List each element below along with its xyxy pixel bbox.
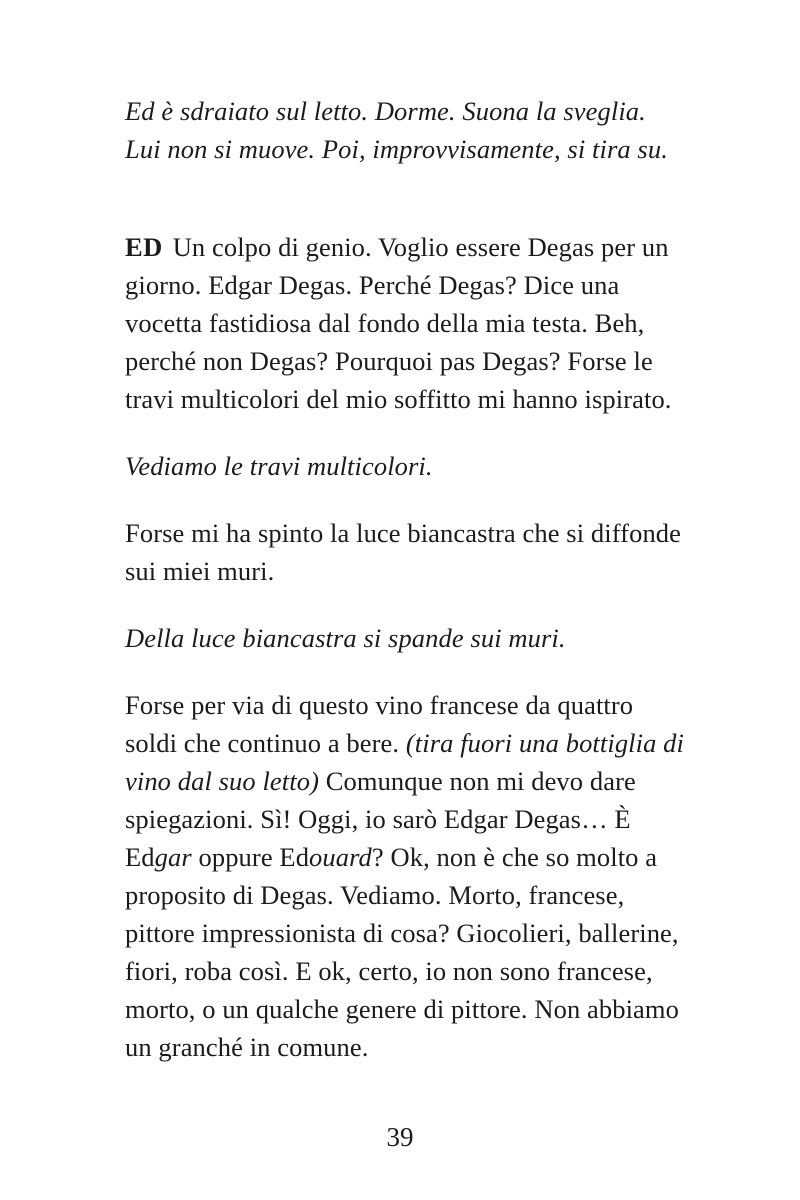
stage-direction <box>125 92 685 168</box>
text-segment: ? Ok, non è che so molto a proposito di Degas. Vediamo. Morto, francese, pittore impressionista di cosa? Giocolieri, ballerine, fiori, roba così. E ok, certo, io non sono francese, morto, o un qualche genere di pittore. Non abbiamo un granché in comune. <box>125 842 679 1062</box>
page-number: 39 <box>386 1122 414 1152</box>
text-segment: ouard <box>309 842 372 872</box>
dialogue <box>125 686 685 1066</box>
text-segment: Della luce biancastra si spande sui muri. <box>125 623 566 653</box>
stage-direction <box>125 447 685 485</box>
text-segment: ED <box>125 232 163 262</box>
page-body <box>125 92 685 1095</box>
text-segment: Ed è sdraiato sul letto. Dorme. Suona la sveglia. Lui non si muove. Poi, improvvisamente, si tira su. <box>125 96 668 164</box>
text-segment: Comunque non mi devo dare spiegazioni. Sì! Oggi, io sarò Edgar Degas… È Ed <box>125 766 636 872</box>
text-segment: Vediamo le travi multicolori. <box>125 451 433 481</box>
text-segment: gar <box>154 842 192 872</box>
text-segment: oppure Ed <box>191 842 310 872</box>
dialogue <box>125 228 685 418</box>
dialogue <box>125 514 685 590</box>
text-segment: Forse mi ha spinto la luce biancastra che si diffonde sui miei muri. <box>125 518 682 586</box>
text-segment: (tira fuori una bottiglia di vino dal suo letto) <box>125 728 684 796</box>
text-segment: Un colpo di genio. Voglio essere Degas per un giorno. Edgar Degas. Perché Degas? Dice una vocetta fastidiosa dal fondo della mia testa. Beh, perché non Degas? Pourquoi pas Degas? Forse le travi multicolori del mio soffitto mi hanno ispirato. <box>125 232 672 414</box>
stage-direction <box>125 619 685 657</box>
text-segment: Forse per via di questo vino francese da quattro soldi che continuo a bere. <box>125 690 634 758</box>
